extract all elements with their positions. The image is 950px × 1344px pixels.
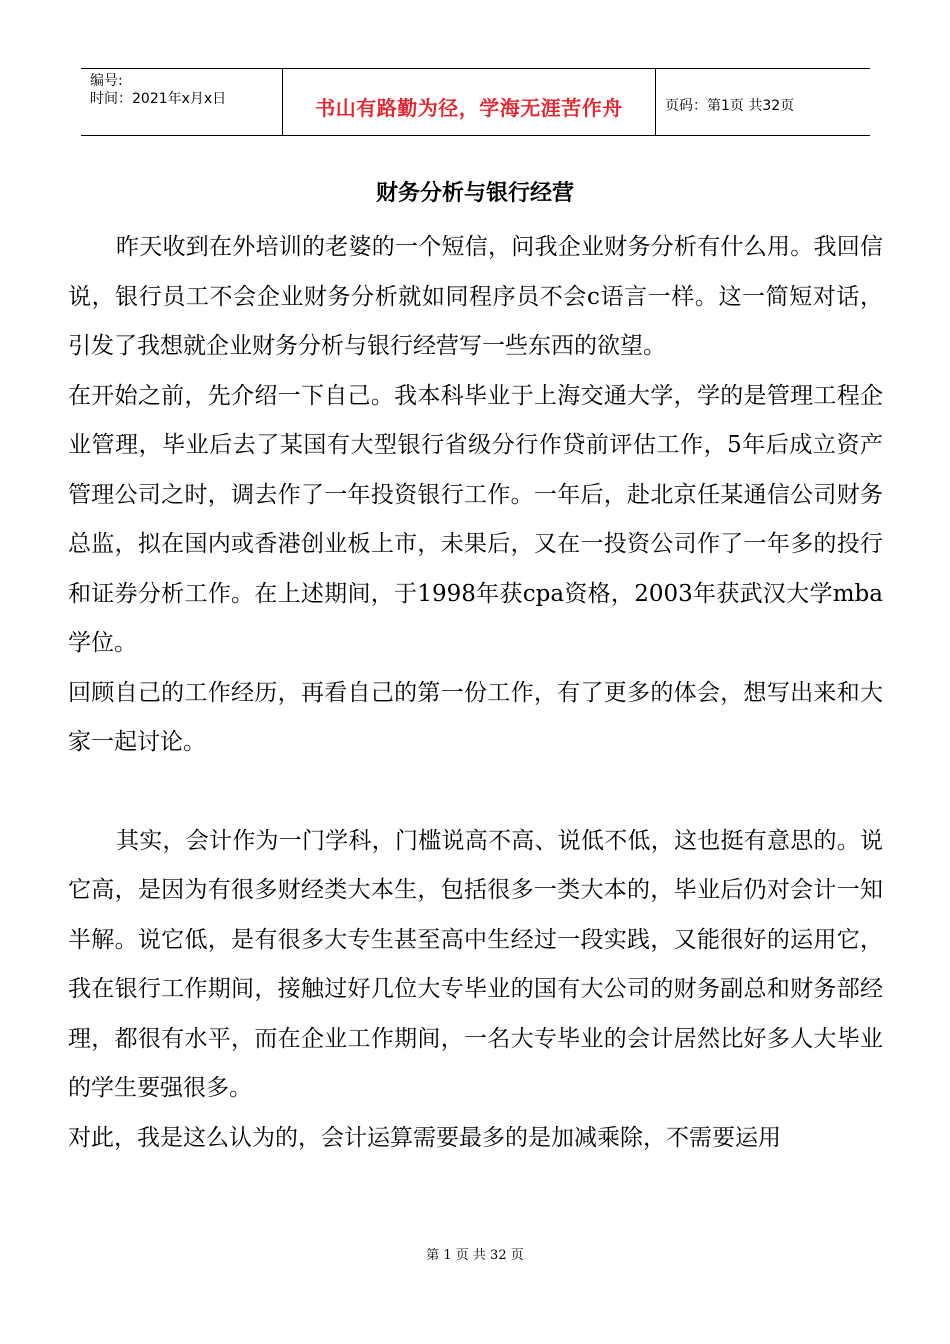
header-table bbox=[81, 68, 870, 136]
paragraph-spacer bbox=[68, 768, 883, 817]
paragraph-1: 昨天收到在外培训的老婆的一个短信，问我企业财务分析有什么用。我回信说，银行员工不会企业财务分析就如同程序员不会c语言一样。这一简短对话，引发了我想就企业财务分析与银行经营写一些东西的欲望。 bbox=[68, 234, 883, 359]
paragraph-3: 回顾自己的工作经历，再看自己的第一份工作，有了更多的体会，想写出来和大家一起讨论。 bbox=[68, 679, 883, 755]
document-body bbox=[68, 223, 883, 1163]
page-footer: 第 1 页 共 32 页 bbox=[426, 1248, 524, 1263]
document-time-label: 时间：2021年x月x日 bbox=[90, 91, 227, 107]
paragraph-4: 其实，会计作为一门学科，门槛说高不高、说低不低，这也挺有意思的。说它高，是因为有很多财经类大本生，包括很多一类大本的，毕业后仍对会计一知半解。说它低，是有很多大专生甚至高中生经过一段实践，又能很好的运用它，我在银行工作期间，接触过好几位大专毕业的国有大公司的财务副总和财务部经理，都很有水平，而在企业工作期间，一名大专毕业的会计居然比好多人大毕业的学生要强很多。 bbox=[68, 827, 883, 1101]
header-meta-cell bbox=[81, 69, 283, 135]
paragraph-2: 在开始之前，先介绍一下自己。我本科毕业于上海交通大学，学的是管理工程企业管理，毕业后去了某国有大型银行省级分行作贷前评估工作，5年后成立资产管理公司之时，调去作了一年投资银行工作。一年后，赴北京任某通信公司财务总监，拟在国内或香港创业板上市，未果后，又在一投资公司作了一年多的投行和证券分析工作。在上述期间，于1998年获cpa资格，2003年获武汉大学mba学位。 bbox=[68, 382, 883, 656]
header-motto-cell bbox=[283, 69, 656, 135]
header-page-cell bbox=[656, 69, 870, 135]
paragraph-5: 对此，我是这么认为的，会计运算需要最多的是加减乘除，不需要运用 bbox=[68, 1124, 781, 1151]
document-title: 财务分析与银行经营 bbox=[375, 181, 574, 206]
header-motto: 书山有路勤为径，学海无涯苦作舟 bbox=[315, 95, 623, 120]
header-page-info: 页码：第1页 共32页 bbox=[665, 98, 795, 114]
document-number-label: 编号: bbox=[90, 73, 123, 89]
